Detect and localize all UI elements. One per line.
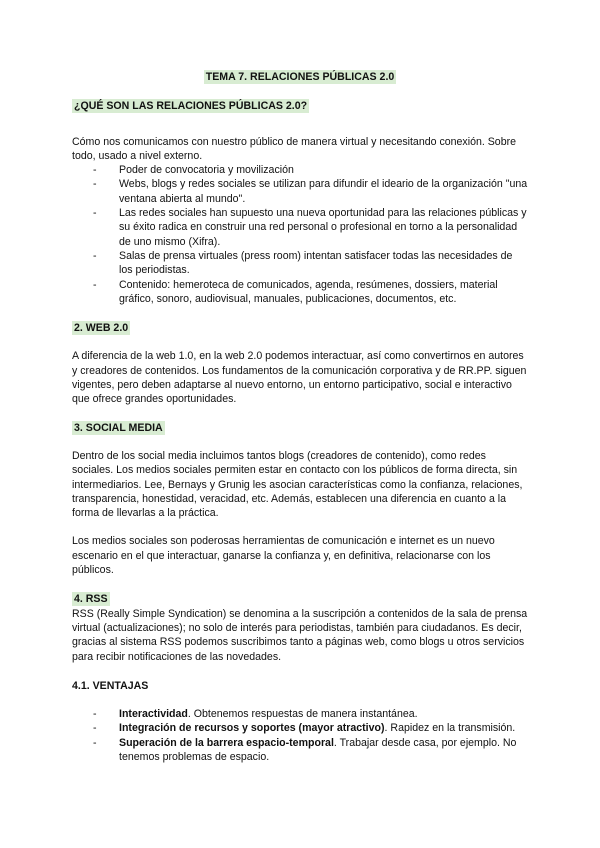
heading-rss: 4. RSS <box>74 593 108 606</box>
list-item: - Interactividad. Obtenemos respuestas de manera instantánea. <box>119 707 528 721</box>
heading-what-are-pr: ¿QUÉ SON LAS RELACIONES PÚBLICAS 2.0? <box>74 100 308 113</box>
web-paragraph: A diferencia de la web 1.0, en la web 2.0 podemos interactuar, así como convertirnos en autores y creadores de contenidos. Los fundamentos de la comunicación corporativa y de RR.PP. siguen vigentes, pero deben adaptarse al nuevo entorno, un entorno participativo, social e interactivo que ofrece grandes oportunidades. <box>72 350 527 406</box>
list-item: - Webs, blogs y redes sociales se utilizan para difundir el ideario de la organización "una ventana abierta al mundo". <box>119 177 528 206</box>
list-item: - Contenido: hemeroteca de comunicados, agenda, resúmenes, dossiers, material gráfico, sonoro, audiovisual, manuales, publicaciones, documentos, etc. <box>119 278 528 307</box>
list-item: - Salas de prensa virtuales (press room) intentan satisfacer todas las necesidades de los periodistas. <box>119 249 528 278</box>
social-paragraph-1: Dentro de los social media incluimos tantos blogs (creadores de contenido), como redes sociales. Los medios sociales permiten estar en contacto con los públicos de forma directa, sin intermediarios. Lee, Bernays y Grunig les asocian características como la confianza, relaciones, transparencia, honestidad, veracidad, etc. Además, establecen una diferencia en cuanto a la forma de llevarlas a la práctica. <box>72 449 523 520</box>
heading-ventajas: 4.1. VENTAJAS <box>72 679 149 692</box>
heading-social-media: 3. SOCIAL MEDIA <box>74 421 163 434</box>
social-paragraph-2: Los medios sociales son poderosas herramientas de comunicación e internet es un nuevo escenario en el que interactuar, ganarse la confianza y, en definitiva, relacionarse con los públicos. <box>72 535 495 577</box>
pr-bullet-list <box>72 163 528 306</box>
list-item: - Poder de convocatoria y movilización <box>119 163 528 177</box>
list-item: - Las redes sociales han supuesto una nueva oportunidad para las relaciones públicas y su éxito radica en construir una red personal o profesional en torno a la personalidad de uno mismo (Xifra). <box>119 206 528 249</box>
ventajas-list <box>72 707 528 764</box>
list-item: - Integración de recursos y soportes (mayor atractivo). Rapidez en la transmisión. <box>119 721 528 735</box>
document-title: TEMA 7. RELACIONES PÚBLICAS 2.0 <box>205 71 395 83</box>
list-item: - Superación de la barrera espacio-temporal. Trabajar desde casa, por ejemplo. No tenemos problemas de espacio. <box>119 736 528 765</box>
intro-paragraph: Cómo nos comunicamos con nuestro público de manera virtual y necesitando conexión. Sobre todo, usado a nivel externo. <box>72 135 517 162</box>
heading-web-2: 2. WEB 2.0 <box>74 322 129 335</box>
rss-paragraph: RSS (Really Simple Syndication) se denomina a la suscripción a contenidos de la sala de prensa virtual (actualizaciones); no solo de interés para periodistas, también para ciudadanos. Es decir, gracias al sistema RSS podemos suscribimos tanto a páginas web, como blogs u otros servicios para recibir notificaciones de las novedades. <box>72 607 528 663</box>
